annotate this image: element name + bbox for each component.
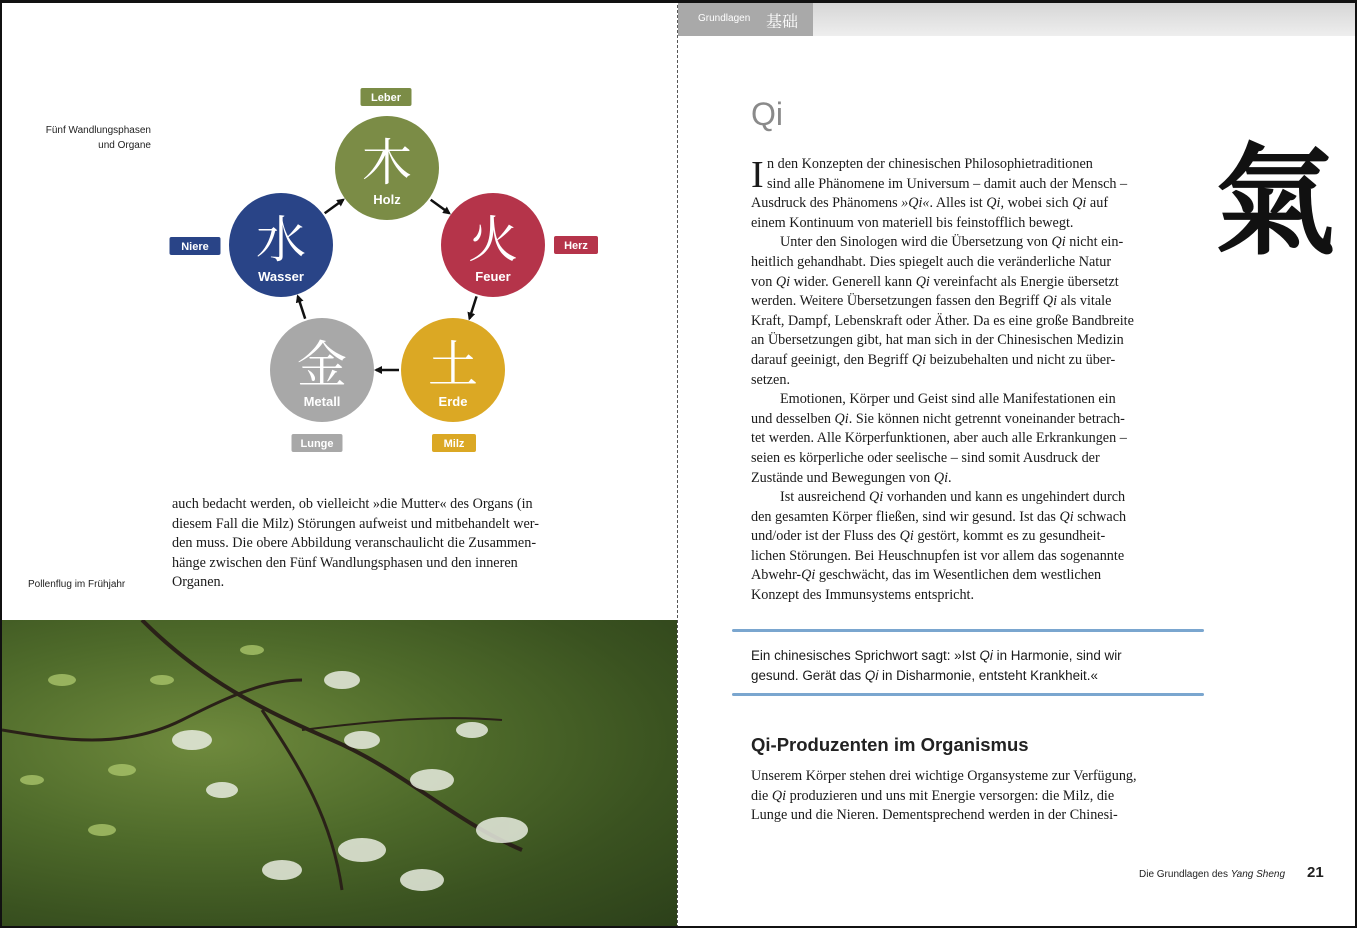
text-segment: wobei sich (1004, 195, 1073, 212)
text-segment: Ist ausreichend (780, 489, 870, 506)
italic-term: Qi (771, 787, 787, 804)
text-line (751, 214, 1196, 234)
left-body-text (172, 495, 612, 593)
text-line (172, 573, 612, 593)
text-segment: darauf geeinigt, den Begriff (751, 351, 912, 368)
page-number: 21 (1307, 864, 1324, 881)
text-segment: gestört, kommt es zu gesundheit- (913, 528, 1106, 545)
text-line (751, 547, 1196, 567)
text-segment: die (751, 787, 772, 804)
text-segment: und/oder ist der Fluss des (751, 528, 900, 545)
italic-term: Qi, (986, 195, 1005, 212)
text-line (751, 312, 1196, 332)
cycle-arrow (325, 200, 344, 214)
right-body-text (751, 155, 1196, 606)
text-segment: einem Kontinuum von materiell bis feinstofflich bewegt. (751, 214, 1074, 231)
italic-term: Qi (911, 351, 927, 368)
text-segment: Unter den Sinologen wird die Übersetzung von (780, 234, 1052, 251)
text-line (172, 515, 612, 535)
drop-cap: I (751, 154, 764, 196)
text-line (751, 586, 1196, 606)
text-segment: Konzept des Immunsystems entspricht. (751, 587, 975, 604)
text-segment: setzen. (751, 371, 790, 388)
organ-label: Milz (443, 438, 465, 450)
text-line (751, 351, 1196, 371)
text-segment: . Sie können nicht getrennt voneinander betrach- (848, 410, 1125, 427)
text-segment: lichen Störungen. Bei Heuschnupfen ist vor allem das sogenannte (751, 547, 1125, 564)
text-segment: werden. Weitere Übersetzungen fassen den Begriff (751, 293, 1043, 310)
caption-line: Fünf Wandlungsphasen (45, 125, 151, 136)
text-line (751, 175, 1196, 195)
italic-term: Qi (1042, 293, 1058, 310)
text-line (751, 331, 1196, 351)
five-phases-diagram (0, 0, 677, 470)
quote-rule-bottom (732, 693, 1204, 696)
phase-glyph: 土 (428, 336, 478, 394)
text-segment: auf (1086, 195, 1109, 212)
text-segment: den gesamten Körper fließen, sind wir gesund. Ist das (751, 508, 1060, 525)
text-line (751, 292, 1196, 312)
text-line (751, 806, 1196, 826)
text-segment: wider. Generell kann (790, 273, 916, 290)
phase-name: Metall (303, 394, 341, 409)
text-line (751, 253, 1196, 273)
text-line (751, 666, 1211, 686)
phase-node-metall (270, 318, 374, 452)
text-line (172, 534, 612, 554)
phase-node-erde (401, 318, 505, 452)
text-line (751, 767, 1196, 787)
italic-term: Qi (834, 410, 849, 427)
text-segment: n den Konzepten der chinesischen Philosophietraditionen (767, 156, 1093, 172)
quote-rule-top (732, 629, 1204, 632)
page-gutter-divider (677, 0, 678, 928)
page-title: Qi (751, 96, 783, 132)
cycle-arrow (298, 296, 305, 318)
text-segment: Kraft, Dampf, Lebenskraft oder Äther. Da es eine große Bandbreite (751, 312, 1134, 329)
text-segment: auch bedacht werden, ob vielleicht »die Mutter« des Organs (in (172, 496, 533, 512)
text-segment: . Alles ist (929, 195, 987, 212)
italic-term: »Qi« (901, 195, 930, 212)
text-segment: Abwehr- (751, 567, 802, 584)
section-label: Grundlagen (698, 13, 751, 24)
text-segment: tet werden. Alle Körperfunktionen, aber auch alle Erkrankungen – (751, 430, 1127, 447)
text-line (751, 233, 1196, 253)
text-line (751, 371, 1196, 391)
text-segment: in Disharmonie, entsteht Krankheit.« (878, 667, 1098, 683)
organ-label: Niere (181, 241, 209, 253)
text-segment: Unserem Körper stehen drei wichtige Organsysteme zur Verfügung, (751, 768, 1137, 784)
italic-term: Qi (933, 469, 949, 486)
text-segment: den muss. Die obere Abbildung veranschaulicht die Zusammen- (172, 535, 537, 552)
text-segment: produzieren und uns mit Energie versorgen: die Milz, die (786, 787, 1115, 804)
text-segment: in Harmonie, sind wir (992, 648, 1122, 663)
text-line (751, 508, 1196, 528)
italic-term: Qi (899, 528, 914, 545)
text-segment: Lunge und die Nieren. Dementsprechend werden in der Chinesi- (751, 807, 1118, 824)
section-chinese: 基础 (766, 14, 799, 31)
phase-glyph: 金 (297, 336, 347, 394)
qi-calligraphy: 氣 (1215, 136, 1335, 269)
text-segment: beizubehalten und nicht zu über- (926, 351, 1116, 368)
text-segment: vereinfacht als Energie übersetzt (929, 273, 1119, 290)
phase-glyph: 木 (362, 134, 412, 192)
text-segment: hänge zwischen den Fünf Wandlungsphasen und den inneren (172, 554, 518, 571)
text-line (751, 469, 1196, 489)
italic-term: Qi (801, 567, 816, 584)
running-footer (1139, 869, 1299, 880)
text-segment: Ein chinesisches Sprichwort sagt: »Ist (751, 648, 980, 663)
text-segment: nicht ein- (1065, 234, 1124, 251)
text-line (751, 390, 1196, 410)
running-title-italic: Yang Sheng (1230, 869, 1286, 880)
italic-term: Qi (869, 489, 884, 506)
phase-node-feuer (441, 193, 598, 297)
photo-caption: Pollenflug im Frühjahr (28, 579, 126, 590)
text-line (751, 527, 1196, 547)
text-segment: diesem Fall die Milz) Störungen aufweist und mitbehandelt wer- (172, 515, 539, 532)
pollen-branch-photo (2, 620, 677, 926)
text-segment: gesund. Gerät das (751, 667, 865, 683)
text-line (751, 488, 1196, 508)
text-segment: geschwächt, das im Wesentlichen dem westlichen (815, 567, 1102, 584)
cycle-arrow (469, 296, 476, 318)
text-line (172, 554, 612, 574)
text-line (751, 449, 1196, 469)
text-segment: vorhanden und kann es ungehindert durch (883, 489, 1126, 506)
organ-label: Lunge (300, 438, 334, 450)
running-title: Die Grundlagen des (1139, 869, 1231, 880)
text-line (751, 429, 1196, 449)
organ-label: Herz (564, 240, 588, 252)
branch-illustration (2, 620, 677, 926)
phase-glyph: 火 (468, 211, 518, 269)
text-line (172, 495, 612, 515)
phase-glyph: 水 (256, 211, 306, 269)
text-segment: Organen. (172, 574, 225, 591)
text-line (751, 194, 1196, 214)
text-segment: sind alle Phänomene im Universum – damit auch der Mensch – (767, 175, 1128, 192)
italic-term: Qi (979, 648, 993, 663)
text-line (751, 273, 1196, 293)
phase-name: Holz (373, 192, 401, 207)
text-segment: an Übersetzungen gibt, hat man sich in der Chinesischen Medizin (751, 332, 1124, 349)
proverb-quote (751, 646, 1211, 685)
section-heading: Qi-Produzenten im Organismus (751, 734, 1029, 755)
phase-name: Wasser (258, 269, 304, 284)
section-tab (678, 3, 813, 36)
cycle-arrow (431, 200, 450, 214)
italic-term: Qi (1059, 508, 1074, 525)
italic-term: Qi (1051, 234, 1066, 251)
text-segment: Emotionen, Körper und Geist sind alle Manifestationen ein (780, 391, 1116, 408)
text-segment: . (948, 469, 952, 486)
italic-term: Qi (864, 667, 879, 683)
text-segment: als vitale (1057, 293, 1112, 310)
phase-name: Erde (438, 394, 468, 409)
italic-term: Qi (775, 273, 791, 290)
text-segment: seien es körperliche oder seelische – sind somit Ausdruck der (751, 449, 1100, 466)
italic-term: Qi (915, 273, 930, 290)
section-body-text (751, 767, 1196, 826)
text-segment: heitlich gehandhabt. Dies spiegelt auch die veränderliche Natur (751, 253, 1112, 270)
text-segment: Zustände und Bewegungen von (751, 469, 934, 486)
text-segment: von (751, 273, 776, 290)
text-line (751, 155, 1196, 175)
italic-term: Qi (1072, 195, 1087, 212)
phase-node-wasser (170, 193, 334, 297)
text-line (751, 646, 1211, 666)
phase-name: Feuer (475, 269, 511, 284)
text-segment: Ausdruck des Phänomens (751, 195, 902, 212)
text-line (751, 566, 1196, 586)
text-line (751, 787, 1196, 807)
text-line (751, 410, 1196, 430)
text-segment: und desselben (751, 410, 835, 427)
caption-line: und Organe (98, 140, 151, 151)
organ-label: Leber (371, 92, 401, 104)
text-segment: schwach (1073, 508, 1127, 525)
phase-node-holz (335, 88, 439, 220)
